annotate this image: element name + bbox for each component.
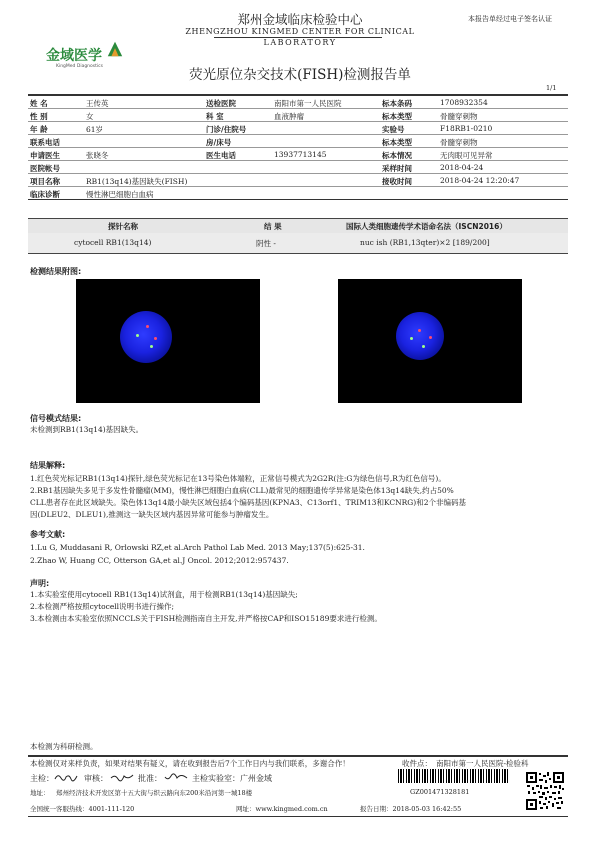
barcode-label: 标本条码: [382, 99, 412, 108]
reviewer-signature-icon: [110, 772, 134, 782]
reference-line: 2.Zhao W, Huang CC, Otterson GA,et al.J Oncol. 2012;2012:957437.: [30, 556, 289, 565]
page-number: 1/1: [546, 84, 557, 92]
collect-time-label: 采样时间: [382, 164, 412, 173]
probe-result: 阴性 -: [256, 239, 276, 248]
doctor-phone-label: 医生电话: [206, 151, 236, 160]
report-time: 报告日期：2018-05-03 16:42:55: [360, 805, 462, 813]
center-english-name-line1: ZHENGZHOU KINGMED CENTER FOR CLINICAL: [185, 27, 415, 36]
info-row: [28, 175, 568, 187]
website: 网址：www.kingmed.com.cn: [236, 805, 328, 813]
age-label: 年 龄: [30, 125, 48, 134]
green-signal: [422, 345, 425, 348]
approver-label: 批准：: [138, 774, 162, 783]
green-signal: [136, 334, 139, 337]
dept-value: 血液肿瘤: [274, 112, 304, 121]
specimen-type-value: 骨髓穿刺物: [440, 112, 478, 121]
report-barcode: [398, 769, 508, 783]
receiver-label: 收件点：: [402, 759, 432, 768]
info-row: [28, 162, 568, 174]
bed-label: 房/床号: [206, 138, 232, 147]
address-label: 地址：: [30, 789, 50, 797]
patient-name: 王传英: [86, 99, 109, 108]
info-row: [28, 188, 568, 200]
fish-image-right: [338, 279, 522, 403]
interpretation-line: 2.RB1基因缺失多见于多发性骨髓瘤(MM)，慢性淋巴细胞白血病(CLL)最常见的细胞遗传学异常是染色体13q14缺失,约占50%: [30, 486, 454, 495]
fish-image-left: [76, 279, 260, 403]
clinic-label: 门诊/住院号: [206, 125, 247, 134]
report-title: 荧光原位杂交技术(FISH)检测报告单: [189, 67, 411, 83]
qr-code-icon: [525, 771, 565, 811]
specimen-state-label: 标本情况: [382, 151, 412, 160]
footer-bottom-rule: [28, 816, 568, 817]
hotline: 全国统一客服热线：4001-111-120: [30, 805, 135, 813]
info-row: [28, 110, 568, 122]
sex-value: 女: [86, 112, 94, 121]
specimen-type-value: 骨髓穿刺物: [440, 138, 478, 147]
barcode-value: 1708932354: [440, 98, 488, 107]
declaration-line: 3.本检测由本实验室依照NCCLS关于FISH检测指南自主开发,并严格按CAP和ISO15189要求进行检测。: [30, 614, 382, 623]
receive-time-value: 2018-04-24 12:20:47: [440, 176, 520, 185]
reviewer-label: 审核：: [84, 774, 108, 783]
probe-name: cytocell RB1(13q14): [74, 238, 152, 247]
barcode-number: GZ001471328181: [410, 788, 470, 796]
iscn-header: 国际人类细胞遗传学术语命名法（ISCN2016）: [346, 222, 507, 231]
result-header: 结 果: [264, 222, 282, 231]
name-label: 姓 名: [30, 99, 48, 108]
center-name: 郑州金域临床检验中心: [237, 12, 363, 27]
doctor-phone-value: 13937713145: [274, 150, 327, 159]
contact-label: 联系电话: [30, 138, 60, 147]
footer-disclaimer: 本检测仅对来样负责，如果对结果有疑义，请在收到报告后7个工作日内与我们联系，多谢合作！: [30, 759, 350, 768]
header-top-rule: [28, 94, 568, 96]
images-title: 检测结果附图:: [30, 267, 82, 276]
red-signal: [418, 329, 421, 332]
interpretation-line: 因(DLEU2、DLEU1),推测这一缺失区域内基因异常可能参与肿瘤发生。: [30, 510, 274, 519]
red-signal: [146, 325, 149, 328]
references-title: 参考文献:: [30, 530, 66, 539]
dept-label: 科 室: [206, 112, 224, 121]
item-label: 项目名称: [30, 177, 60, 186]
doctor-label: 申请医生: [30, 151, 60, 160]
signal-text: 未检测到RB1(13q14)基因缺失。: [30, 425, 144, 434]
lab-label: 主检实验室：广州金域: [192, 774, 272, 783]
tester-signature-icon: [54, 772, 78, 782]
red-signal: [429, 336, 432, 339]
hospital-label: 送检医院: [206, 99, 236, 108]
center-english-name-line2: LABORATORY: [263, 38, 337, 47]
cell-nucleus: [120, 311, 172, 363]
red-signal: [154, 337, 157, 340]
lab-no-label: 实验号: [382, 125, 405, 134]
receive-time-label: 接收时间: [382, 177, 412, 186]
diagnosis-value: 慢性淋巴细胞白血病: [86, 190, 154, 199]
interpretation-title: 结果解释:: [30, 461, 66, 470]
probe-table-row: [28, 233, 568, 254]
reference-line: 1.Lu G, Muddasani R, Orlowski RZ,et al.Arch Pathol Lab Med. 2013 May;137(5):625-31.: [30, 543, 365, 552]
collect-time-value: 2018-04-24: [440, 163, 484, 172]
specimen-type-label: 标本类型: [382, 138, 412, 147]
item-value: RB1(13q14)基因缺失(FISH): [86, 177, 188, 186]
declaration-line: 1.本实验室使用cytocell RB1(13q14)试剂盒，用于检测RB1(13q14)基因缺失;: [30, 590, 298, 599]
logo-text: 金域医学: [46, 48, 102, 64]
signature-note: 本报告单经过电子签名认证: [468, 15, 552, 23]
card-label: 医院帐号: [30, 164, 60, 173]
probe-table-header: [28, 218, 568, 234]
lab-no-value: F18RB1-0210: [440, 124, 493, 133]
sex-label: 性 别: [30, 112, 48, 121]
green-signal: [410, 337, 413, 340]
probe-header: 探针名称: [108, 222, 138, 231]
address-value: 郑州经济技术开发区第十五大街与织云路向东200米沿河第一城18楼: [56, 789, 253, 797]
declaration-line: 2.本检测严格按照cytocell说明书进行操作;: [30, 602, 175, 611]
logo-mark-icon: [106, 40, 124, 58]
info-row: [28, 149, 568, 161]
interpretation-line: 1.红色荧光标记RB1(13q14)探针,绿色荧光标记在13号染色体端粒，正常信号模式为2G2R(注:G为绿色信号,R为红色信号)。: [30, 474, 446, 483]
logo-subtext: KingMed Diagnostics: [56, 64, 103, 69]
specimen-state-value: 无肉眼可见异常: [440, 151, 493, 160]
green-signal: [150, 345, 153, 348]
interpretation-line: CLL患者存在此区域缺失。染色体13q14最小缺失区域包括4个编码基因(KPNA3、C13orf1、TRIM13和KCNRG)和2个非编码基: [30, 498, 466, 507]
specimen-type-label: 标本类型: [382, 112, 412, 121]
research-note: 本检测为科研检测。: [30, 742, 98, 751]
hospital-value: 南阳市第一人民医院: [274, 99, 342, 108]
signal-title: 信号模式结果:: [30, 414, 82, 423]
diagnosis-label: 临床诊断: [30, 190, 60, 199]
info-row: [28, 97, 568, 109]
receiver-value: 南阳市第一人民医院-检验科: [436, 759, 529, 768]
tester-label: 主检：: [30, 774, 54, 783]
probe-iscn: nuc ish (RB1,13qter)×2 [189/200]: [360, 238, 490, 247]
info-row: [28, 123, 568, 135]
age-value: 61岁: [86, 125, 104, 134]
declaration-title: 声明:: [30, 579, 50, 588]
doctor-value: 张晓冬: [86, 151, 109, 160]
cell-nucleus: [396, 312, 444, 360]
footer-top-rule: [28, 755, 568, 757]
info-row: [28, 136, 568, 148]
approver-signature-icon: [164, 772, 188, 782]
